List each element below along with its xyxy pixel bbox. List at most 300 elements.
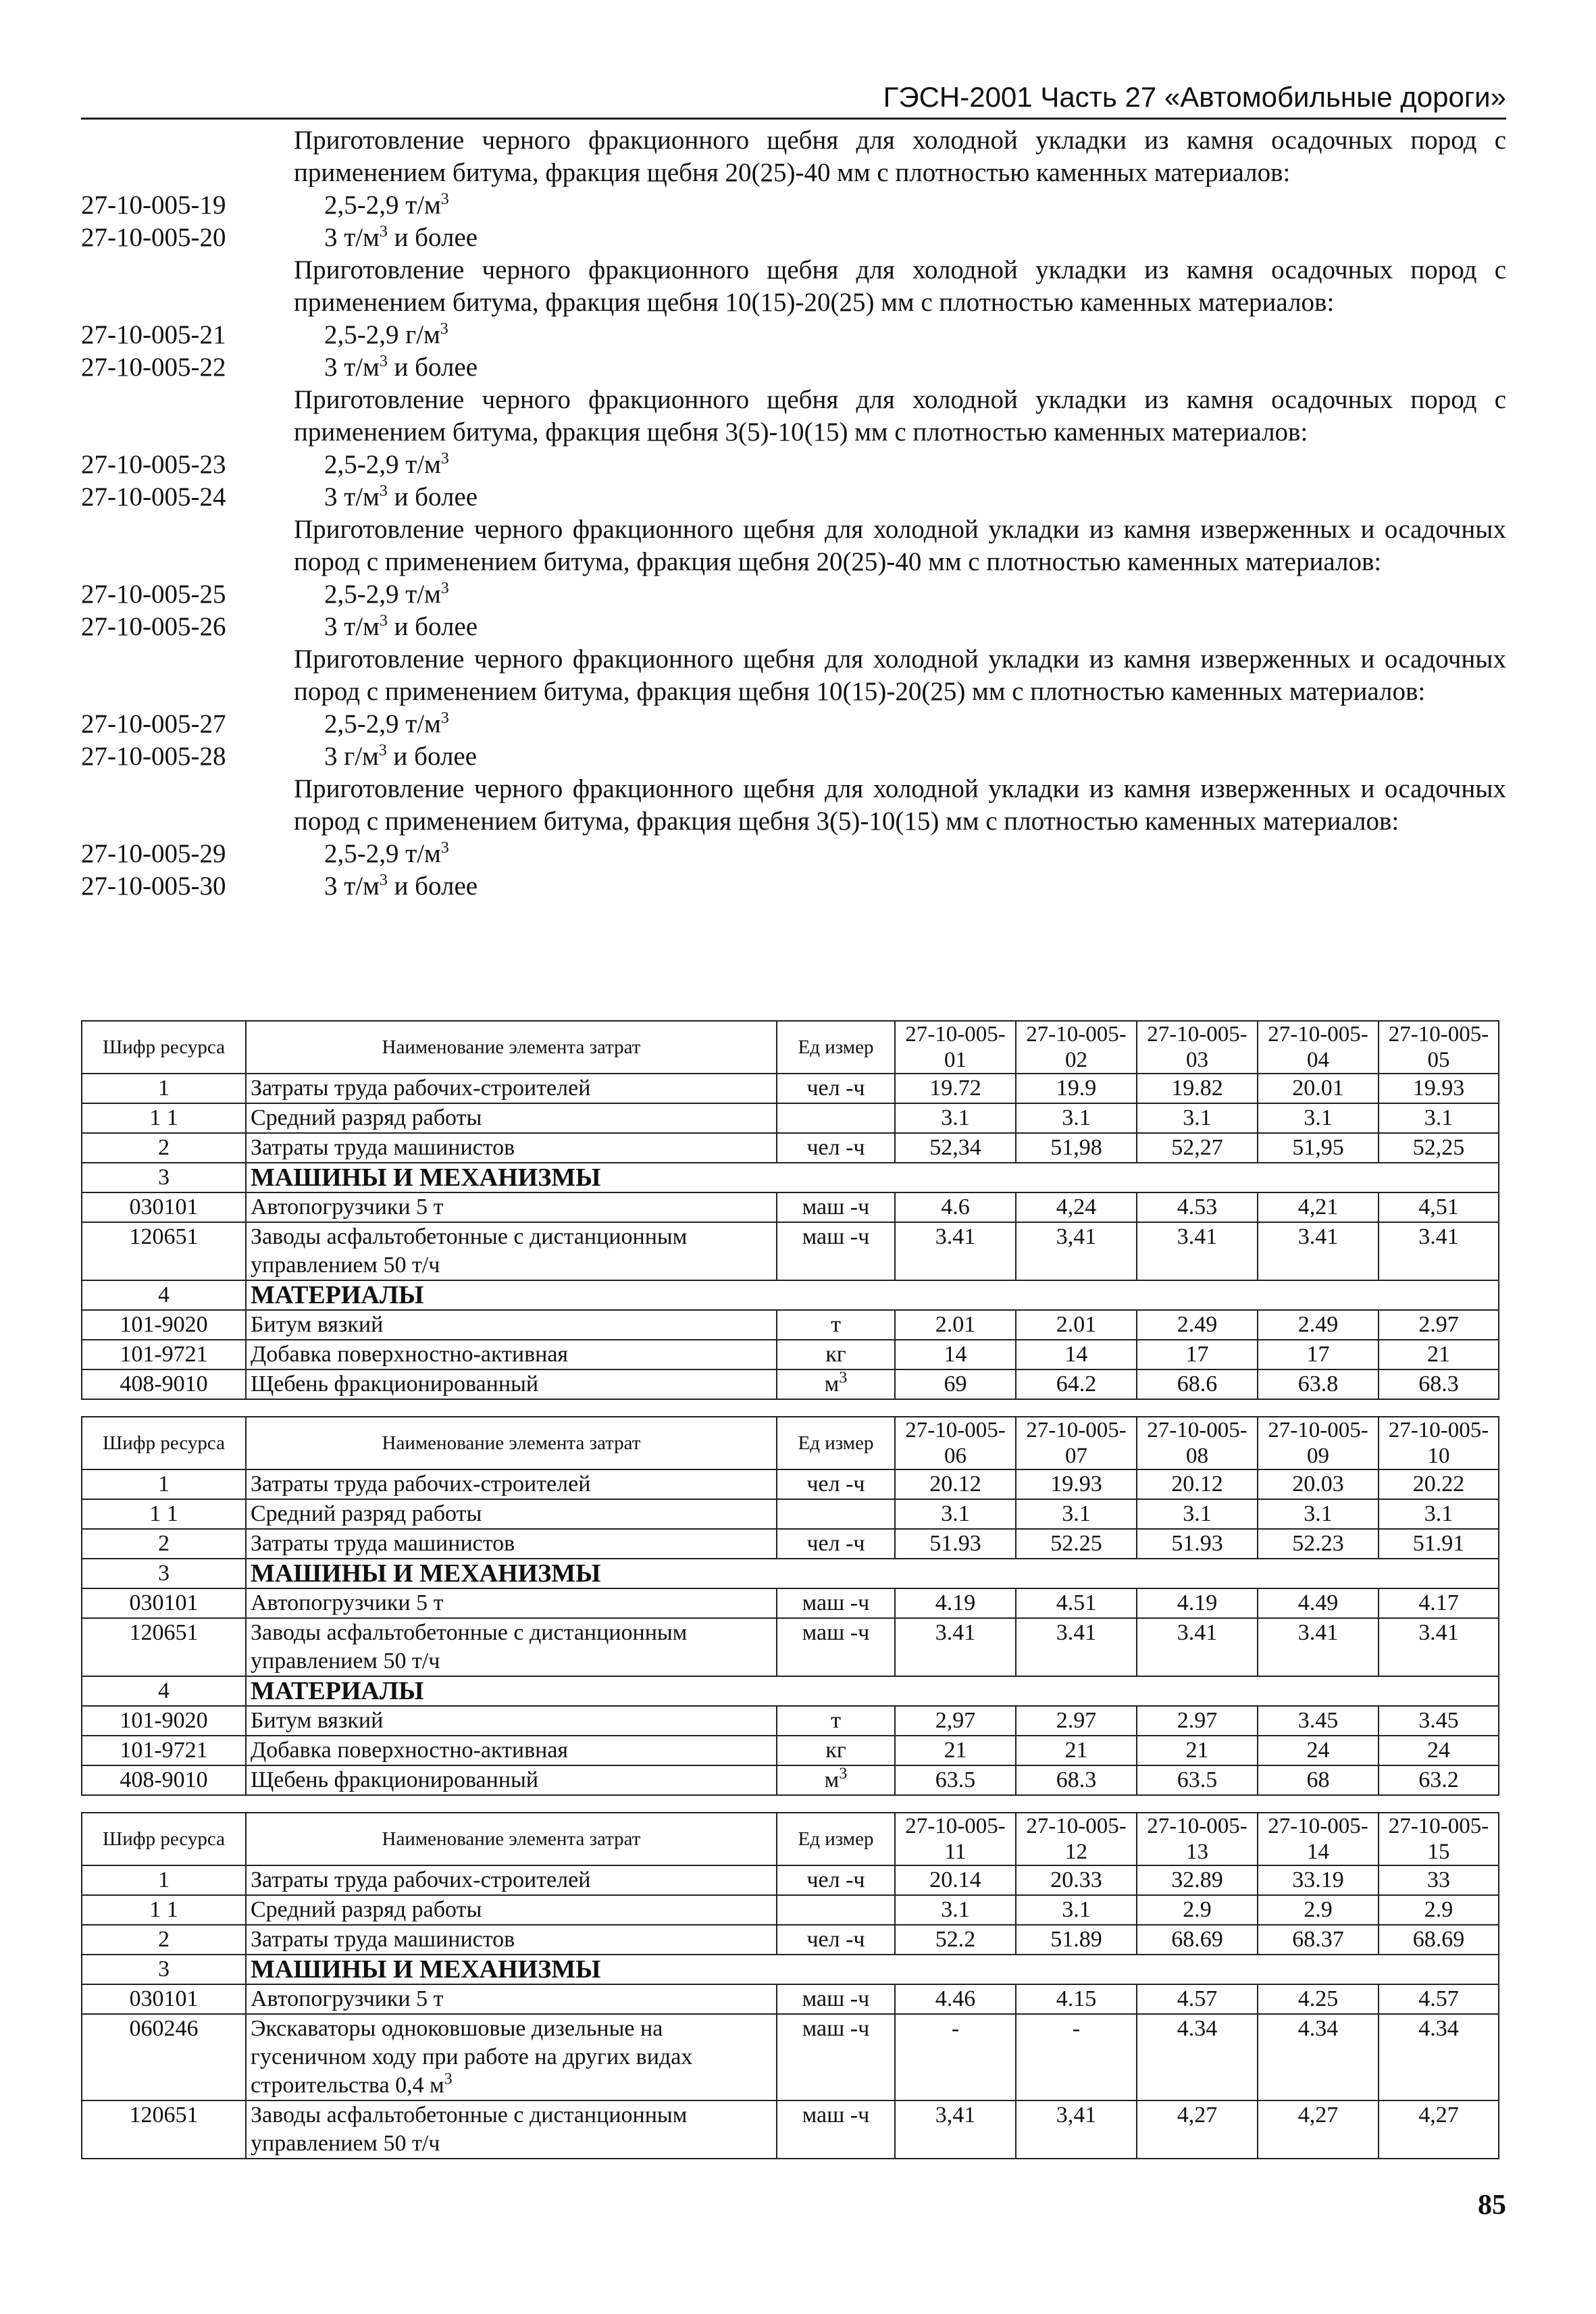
element-name bbox=[246, 1469, 777, 1499]
element-unit bbox=[777, 2101, 895, 2159]
element-name bbox=[246, 2101, 777, 2159]
norm-value-cell: 68.37 bbox=[1258, 1925, 1379, 1955]
norm-value-cell: 4,51 bbox=[1379, 1192, 1499, 1222]
norm-value-cell: 4.15 bbox=[1016, 1984, 1137, 2014]
element-unit bbox=[777, 1529, 895, 1559]
element-name bbox=[246, 1588, 777, 1618]
norm-value-exponent: 3 bbox=[379, 612, 388, 630]
norm-value-cell: 4,27 bbox=[1379, 2101, 1499, 2159]
norm-value-cell: 68.69 bbox=[1379, 1925, 1499, 1955]
norm-code: 27-10-005-30 bbox=[81, 872, 226, 901]
element-name bbox=[246, 1984, 777, 2014]
element-unit-text: т bbox=[831, 1312, 841, 1337]
norm-value-cell: 3.1 bbox=[1379, 1103, 1499, 1133]
norm-value-cell: 19.9 bbox=[1016, 1074, 1137, 1103]
header-title: ГЭСН-2001 Часть 27 «Автомобильные дороги» bbox=[883, 81, 1506, 113]
norm-value-cell: 20.33 bbox=[1016, 1865, 1137, 1895]
element-unit-text: чел -ч bbox=[806, 1927, 865, 1952]
norm-value-cell: 17 bbox=[1258, 1340, 1379, 1369]
norm-value-tail: и более bbox=[387, 872, 478, 901]
element-name bbox=[246, 1222, 777, 1280]
norm-row bbox=[81, 578, 1506, 611]
norm-row bbox=[81, 611, 1506, 643]
element-name bbox=[246, 1865, 777, 1895]
norm-value-cell: 21 bbox=[1016, 1736, 1137, 1765]
norm-value-cell: 68 bbox=[1258, 1765, 1379, 1795]
norm-value-cell: 19.93 bbox=[1016, 1469, 1137, 1499]
resource-code: 030101 bbox=[82, 1984, 246, 2014]
element-unit bbox=[777, 1736, 895, 1765]
header-resource-code: Шифр ресурса bbox=[82, 1021, 246, 1074]
element-name-text: Экскаваторы одноковшовые дизельные на гусеничном ходу при работе на других видах строительства 0,4 м bbox=[251, 2016, 693, 2098]
table-header-row bbox=[82, 1021, 1499, 1074]
element-unit bbox=[777, 1765, 895, 1795]
norm-value-cell: 63.8 bbox=[1258, 1369, 1379, 1399]
norm-value bbox=[324, 740, 477, 773]
resource-code: 101-9020 bbox=[82, 1706, 246, 1736]
norm-value bbox=[324, 319, 448, 351]
norm-value-cell: 2,97 bbox=[895, 1706, 1016, 1736]
resource-code: 1 1 bbox=[82, 1499, 246, 1529]
norm-value-cell: 68.3 bbox=[1379, 1369, 1499, 1399]
element-unit bbox=[777, 1499, 895, 1529]
norm-value-text: 2,5-2,9 т/м bbox=[324, 191, 441, 220]
norm-value-cell: 2.97 bbox=[1016, 1706, 1137, 1736]
table-row bbox=[82, 1895, 1499, 1925]
norm-value-cell: 63.5 bbox=[895, 1765, 1016, 1795]
section-row bbox=[82, 1280, 1499, 1310]
header-norm-code: 27-10-005-14 bbox=[1258, 1813, 1379, 1865]
table-row bbox=[82, 1765, 1499, 1795]
header-norm-code: 27-10-005-02 bbox=[1016, 1021, 1137, 1074]
norm-value-cell: 24 bbox=[1258, 1736, 1379, 1765]
element-unit bbox=[777, 1222, 895, 1280]
element-unit-text: т bbox=[831, 1708, 841, 1733]
norm-code: 27-10-005-24 bbox=[81, 482, 226, 511]
table-row bbox=[82, 1369, 1499, 1399]
element-unit bbox=[777, 1925, 895, 1955]
norm-value-cell: 4.34 bbox=[1258, 2014, 1379, 2101]
resource-code: 2 bbox=[82, 1925, 246, 1955]
norm-group bbox=[81, 513, 1506, 643]
norm-value-cell: 51.89 bbox=[1016, 1925, 1137, 1955]
norm-value-exponent: 3 bbox=[379, 223, 388, 241]
element-name-text: Щебень фракционированный bbox=[251, 1372, 539, 1397]
table-row bbox=[82, 1499, 1499, 1529]
table-row bbox=[82, 1074, 1499, 1103]
norm-value-cell: 4.46 bbox=[895, 1984, 1016, 2014]
norm-value-cell: 3,41 bbox=[895, 2101, 1016, 2159]
header-resource-code: Шифр ресурса bbox=[82, 1813, 246, 1865]
resource-code: 1 bbox=[82, 1469, 246, 1499]
element-name-text: Добавка поверхностно-активная bbox=[251, 1738, 569, 1763]
norm-row bbox=[81, 449, 1506, 481]
element-unit-text: чел -ч bbox=[806, 1867, 865, 1892]
norm-value bbox=[324, 578, 449, 611]
element-unit-text: маш -ч bbox=[802, 1986, 870, 2011]
element-name-text: Битум вязкий bbox=[251, 1312, 384, 1337]
norm-value-cell: 4,24 bbox=[1016, 1192, 1137, 1222]
header-norm-code: 27-10-005-08 bbox=[1137, 1417, 1258, 1469]
table-row bbox=[82, 1984, 1499, 2014]
element-name-text: Затраты труда машинистов bbox=[251, 1927, 515, 1952]
norm-value-cell: 20.22 bbox=[1379, 1469, 1499, 1499]
table-row bbox=[82, 1103, 1499, 1133]
table-row bbox=[82, 1736, 1499, 1765]
element-name bbox=[246, 1133, 777, 1163]
norm-value-cell: 21 bbox=[1379, 1340, 1499, 1369]
norm-description: Приготовление черного фракционного щебня для холодной укладки из камня изверженных и осадочных пород с применением битума, фракция щебня 10(15)-20(25) мм с плотностью каменных материалов: bbox=[294, 645, 1506, 706]
norm-value-text: 3 т/м bbox=[324, 223, 380, 252]
norm-value-cell: 3.1 bbox=[1016, 1103, 1137, 1133]
resource-code: 060246 bbox=[82, 2014, 246, 2101]
norm-value-cell: 68.69 bbox=[1137, 1925, 1258, 1955]
element-unit bbox=[777, 1895, 895, 1925]
header-norm-code: 27-10-005-15 bbox=[1379, 1813, 1499, 1865]
norm-row bbox=[81, 189, 1506, 222]
table-row bbox=[82, 1529, 1499, 1559]
resource-code: 2 bbox=[82, 1133, 246, 1163]
norm-value-text: 2,5-2,9 т/м bbox=[324, 839, 441, 868]
resource-code: 3 bbox=[82, 1163, 246, 1192]
norm-value-cell: 2.01 bbox=[895, 1310, 1016, 1340]
norm-value-cell: 68.6 bbox=[1137, 1369, 1258, 1399]
header-norm-code: 27-10-005-10 bbox=[1379, 1417, 1499, 1469]
element-unit-text: маш -ч bbox=[802, 1194, 870, 1219]
element-name-text: Заводы асфальтобетонные с дистанционным управлением 50 т/ч bbox=[251, 1620, 688, 1674]
element-unit-text: маш -ч bbox=[802, 2016, 870, 2041]
element-unit-text: маш -ч bbox=[802, 1590, 870, 1615]
norm-value-exponent: 3 bbox=[440, 191, 449, 208]
norm-value-cell: 24 bbox=[1379, 1736, 1499, 1765]
norm-value-tail: и более bbox=[387, 353, 478, 382]
header-norm-code: 27-10-005-13 bbox=[1137, 1813, 1258, 1865]
norm-value-cell: 14 bbox=[1016, 1340, 1137, 1369]
element-unit-text: маш -ч bbox=[802, 1620, 870, 1645]
norm-value-cell: 3.1 bbox=[1379, 1499, 1499, 1529]
header-norm-code: 27-10-005-12 bbox=[1016, 1813, 1137, 1865]
header-resource-code: Шифр ресурса bbox=[82, 1417, 246, 1469]
norm-value-cell: 2.97 bbox=[1137, 1706, 1258, 1736]
norm-value-cell: 14 bbox=[895, 1340, 1016, 1369]
section-row bbox=[82, 1163, 1499, 1192]
element-unit bbox=[777, 1706, 895, 1736]
norm-code: 27-10-005-29 bbox=[81, 839, 226, 868]
norm-value-cell: 20.12 bbox=[1137, 1469, 1258, 1499]
norm-value-cell: 52,25 bbox=[1379, 1133, 1499, 1163]
header-element-name: Наименование элемента затрат bbox=[246, 1417, 777, 1469]
norm-value-cell: 3.1 bbox=[895, 1499, 1016, 1529]
section-title: МАШИНЫ И МЕХАНИЗМЫ bbox=[246, 1559, 1499, 1588]
norm-value-cell: 3.1 bbox=[1016, 1499, 1137, 1529]
norm-value-cell: 3.41 bbox=[1258, 1618, 1379, 1676]
norm-code: 27-10-005-25 bbox=[81, 580, 226, 609]
norm-row bbox=[81, 708, 1506, 740]
norm-value-cell: 4.51 bbox=[1016, 1588, 1137, 1618]
table-row bbox=[82, 1706, 1499, 1736]
element-unit-text: чел -ч bbox=[806, 1531, 865, 1556]
norm-value-cell: 3.1 bbox=[1137, 1499, 1258, 1529]
norm-description: Приготовление черного фракционного щебня для холодной укладки из камня изверженных и осадочных пород с применением битума, фракция щебня 3(5)-10(15) мм с плотностью каменных материалов: bbox=[294, 774, 1506, 836]
norm-value-cell: 19.93 bbox=[1379, 1074, 1499, 1103]
norm-value-cell: 3.41 bbox=[895, 1618, 1016, 1676]
table-row bbox=[82, 2014, 1499, 2101]
section-title: МАШИНЫ И МЕХАНИЗМЫ bbox=[246, 1955, 1499, 1984]
table-row bbox=[82, 1618, 1499, 1676]
norm-row bbox=[81, 838, 1506, 870]
section-title: МАТЕРИАЛЫ bbox=[246, 1676, 1499, 1706]
norm-row bbox=[81, 870, 1506, 903]
norm-value-text: 2,5-2,9 г/м bbox=[324, 320, 440, 349]
resource-code: 120651 bbox=[82, 1222, 246, 1280]
norm-value bbox=[324, 189, 449, 222]
header-norm-code: 27-10-005-05 bbox=[1379, 1021, 1499, 1074]
resource-code: 2 bbox=[82, 1529, 246, 1559]
norm-value-tail: и более bbox=[387, 482, 478, 511]
element-name-exponent: 3 bbox=[444, 2070, 453, 2088]
header-unit: Ед измер bbox=[777, 1417, 895, 1469]
page-number: 85 bbox=[1478, 2190, 1506, 2221]
norm-group bbox=[81, 643, 1506, 773]
element-unit-exponent: 3 bbox=[839, 1369, 848, 1387]
norm-value-cell: 51.91 bbox=[1379, 1529, 1499, 1559]
norm-value-cell: 20.14 bbox=[895, 1865, 1016, 1895]
element-name bbox=[246, 1340, 777, 1369]
norm-value-text: 3 т/м bbox=[324, 482, 380, 511]
norm-value-cell: 2.97 bbox=[1379, 1310, 1499, 1340]
element-name-text: Заводы асфальтобетонные с дистанционным управлением 50 т/ч bbox=[251, 1224, 688, 1278]
table-row bbox=[82, 1192, 1499, 1222]
norm-value-cell: 19.72 bbox=[895, 1074, 1016, 1103]
norm-row bbox=[81, 481, 1506, 513]
element-unit bbox=[777, 1618, 895, 1676]
element-name bbox=[246, 1529, 777, 1559]
norm-value-cell: 4.34 bbox=[1379, 2014, 1499, 2101]
norm-value-cell: 4.57 bbox=[1379, 1984, 1499, 2014]
element-name-text: Затраты труда рабочих-строителей bbox=[251, 1076, 591, 1101]
norm-value-cell: 3.41 bbox=[895, 1222, 1016, 1280]
element-unit-text: кг bbox=[825, 1342, 846, 1367]
norm-value-cell: 3,41 bbox=[1016, 1222, 1137, 1280]
element-name-text: Заводы асфальтобетонные с дистанционным управлением 50 т/ч bbox=[251, 2103, 688, 2156]
norm-value-exponent: 3 bbox=[440, 320, 448, 338]
element-unit bbox=[777, 1103, 895, 1133]
norm-value-cell: 3.1 bbox=[1258, 1499, 1379, 1529]
table-row bbox=[82, 1340, 1499, 1369]
resource-code: 030101 bbox=[82, 1588, 246, 1618]
norm-value bbox=[324, 838, 449, 870]
resource-table-2 bbox=[81, 1416, 1499, 1796]
page-header bbox=[81, 76, 1506, 120]
resource-table-3 bbox=[81, 1812, 1499, 2159]
norm-value-cell: 4.57 bbox=[1137, 1984, 1258, 2014]
norm-value-exponent: 3 bbox=[440, 839, 449, 857]
norm-value-exponent: 3 bbox=[440, 450, 449, 468]
element-name bbox=[246, 1369, 777, 1399]
element-unit-text: м bbox=[824, 1767, 840, 1792]
element-name bbox=[246, 1736, 777, 1765]
element-unit bbox=[777, 2014, 895, 2101]
norm-group bbox=[81, 254, 1506, 384]
norm-description: Приготовление черного фракционного щебня для холодной укладки из камня изверженных и осадочных пород с применением битума, фракция щебня 20(25)-40 мм с плотностью каменных материалов: bbox=[294, 515, 1506, 576]
norm-value-cell: 33.19 bbox=[1258, 1865, 1379, 1895]
resource-code: 1 1 bbox=[82, 1895, 246, 1925]
element-name bbox=[246, 1895, 777, 1925]
norm-description: Приготовление черного фракционного щебня для холодной укладки из камня осадочных пород с применением битума, фракция щебня 3(5)-10(15) мм с плотностью каменных материалов: bbox=[294, 385, 1506, 447]
norm-description: Приготовление черного фракционного щебня для холодной укладки из камня осадочных пород с применением битума, фракция щебня 10(15)-20(25) мм с плотностью каменных материалов: bbox=[294, 255, 1506, 317]
header-norm-code: 27-10-005-11 bbox=[895, 1813, 1016, 1865]
norm-code: 27-10-005-26 bbox=[81, 612, 226, 641]
norm-value-exponent: 3 bbox=[440, 580, 449, 597]
element-name bbox=[246, 1103, 777, 1133]
norm-group bbox=[81, 773, 1506, 903]
section-row bbox=[82, 1559, 1499, 1588]
resource-table-1 bbox=[81, 1020, 1499, 1400]
norm-value-exponent: 3 bbox=[378, 742, 387, 759]
norm-value-cell: 4.49 bbox=[1258, 1588, 1379, 1618]
header-norm-code: 27-10-005-09 bbox=[1258, 1417, 1379, 1469]
table-row bbox=[82, 1865, 1499, 1895]
norm-value bbox=[324, 611, 478, 643]
norm-value-cell: 4.25 bbox=[1258, 1984, 1379, 2014]
resource-code: 4 bbox=[82, 1280, 246, 1310]
norm-group bbox=[81, 384, 1506, 513]
norm-value-cell: 64.2 bbox=[1016, 1369, 1137, 1399]
element-unit bbox=[777, 1310, 895, 1340]
norm-value-cell: 52,34 bbox=[895, 1133, 1016, 1163]
element-name bbox=[246, 2014, 777, 2101]
norm-value-cell: 20.12 bbox=[895, 1469, 1016, 1499]
norm-value bbox=[324, 481, 478, 513]
norm-value-cell: 3.1 bbox=[895, 1895, 1016, 1925]
element-unit-exponent: 3 bbox=[839, 1765, 848, 1783]
norm-code: 27-10-005-19 bbox=[81, 191, 226, 220]
norm-value-cell: 4.19 bbox=[1137, 1588, 1258, 1618]
element-unit bbox=[777, 1588, 895, 1618]
norm-value-exponent: 3 bbox=[379, 353, 388, 370]
section-row bbox=[82, 1955, 1499, 1984]
element-name-text: Автопогрузчики 5 т bbox=[251, 1194, 444, 1219]
resource-code: 4 bbox=[82, 1676, 246, 1706]
header-norm-code: 27-10-005-04 bbox=[1258, 1021, 1379, 1074]
norm-value-cell: 3.45 bbox=[1258, 1706, 1379, 1736]
norm-value-exponent: 3 bbox=[440, 709, 449, 727]
element-unit-text: чел -ч bbox=[806, 1472, 865, 1496]
element-name-text: Средний разряд работы bbox=[251, 1501, 482, 1526]
norm-value-cell: 4,27 bbox=[1137, 2101, 1258, 2159]
resource-code: 101-9020 bbox=[82, 1310, 246, 1340]
norm-value-cell: 68.3 bbox=[1016, 1765, 1137, 1795]
norm-value-cell: 51.93 bbox=[895, 1529, 1016, 1559]
norm-value-cell: 20.03 bbox=[1258, 1469, 1379, 1499]
norm-group bbox=[81, 124, 1506, 254]
norm-value-cell: 2.49 bbox=[1137, 1310, 1258, 1340]
element-unit bbox=[777, 1369, 895, 1399]
norm-value-cell: 4,21 bbox=[1258, 1192, 1379, 1222]
norm-value-exponent: 3 bbox=[379, 482, 388, 500]
norm-code: 27-10-005-27 bbox=[81, 709, 226, 738]
header-element-name: Наименование элемента затрат bbox=[246, 1021, 777, 1074]
norm-value-cell: 63.5 bbox=[1137, 1765, 1258, 1795]
norm-row bbox=[81, 740, 1506, 773]
resource-code: 101-9721 bbox=[82, 1340, 246, 1369]
table-header-row bbox=[82, 1813, 1499, 1865]
norm-value-cell: 4.34 bbox=[1137, 2014, 1258, 2101]
norm-code: 27-10-005-22 bbox=[81, 353, 226, 382]
norm-value bbox=[324, 870, 478, 903]
norm-value-cell: 17 bbox=[1137, 1340, 1258, 1369]
element-unit bbox=[777, 1469, 895, 1499]
norm-value-cell: 21 bbox=[895, 1736, 1016, 1765]
norm-value-tail: и более bbox=[387, 223, 478, 252]
element-name-text: Щебень фракционированный bbox=[251, 1767, 539, 1792]
element-unit bbox=[777, 1192, 895, 1222]
norm-value-cell: 4,27 bbox=[1258, 2101, 1379, 2159]
header-norm-code: 27-10-005-01 bbox=[895, 1021, 1016, 1074]
element-name-text: Затраты труда рабочих-строителей bbox=[251, 1867, 591, 1892]
element-name-text: Средний разряд работы bbox=[251, 1897, 482, 1922]
norm-value-cell: 3,41 bbox=[1016, 2101, 1137, 2159]
norm-value-cell: 21 bbox=[1137, 1736, 1258, 1765]
table-row bbox=[82, 2101, 1499, 2159]
section-row bbox=[82, 1676, 1499, 1706]
norm-value-tail: и более bbox=[387, 612, 478, 641]
norm-value-cell: 52.25 bbox=[1016, 1529, 1137, 1559]
norm-value bbox=[324, 222, 478, 254]
resource-code: 1 bbox=[82, 1865, 246, 1895]
resource-code: 1 bbox=[82, 1074, 246, 1103]
element-unit-text: чел -ч bbox=[806, 1076, 865, 1101]
norm-value-cell: 2.49 bbox=[1258, 1310, 1379, 1340]
norm-value-cell: 19.82 bbox=[1137, 1074, 1258, 1103]
header-norm-code: 27-10-005-06 bbox=[895, 1417, 1016, 1469]
norm-value-cell: 3.41 bbox=[1137, 1222, 1258, 1280]
norm-value-cell: 3.1 bbox=[1016, 1895, 1137, 1925]
norm-value-cell: 4.53 bbox=[1137, 1192, 1258, 1222]
resource-code: 3 bbox=[82, 1559, 246, 1588]
element-name bbox=[246, 1765, 777, 1795]
element-name-text: Затраты труда машинистов bbox=[251, 1135, 515, 1160]
norm-value bbox=[324, 449, 449, 481]
norm-value-cell: 51,98 bbox=[1016, 1133, 1137, 1163]
header-unit: Ед измер bbox=[777, 1813, 895, 1865]
norm-value-cell: 52.2 bbox=[895, 1925, 1016, 1955]
table-row bbox=[82, 1222, 1499, 1280]
element-name-text: Средний разряд работы bbox=[251, 1105, 482, 1130]
resource-code: 1 1 bbox=[82, 1103, 246, 1133]
norm-value bbox=[324, 351, 478, 384]
norm-value-cell: 3.45 bbox=[1379, 1706, 1499, 1736]
norm-value-cell: 2.01 bbox=[1016, 1310, 1137, 1340]
norm-value-cell: 4.6 bbox=[895, 1192, 1016, 1222]
norm-value-tail: и более bbox=[386, 742, 478, 771]
element-unit-text: м bbox=[824, 1372, 840, 1397]
header-norm-code: 27-10-005-03 bbox=[1137, 1021, 1258, 1074]
norm-code: 27-10-005-20 bbox=[81, 223, 226, 252]
resource-code: 101-9721 bbox=[82, 1736, 246, 1765]
norm-value-cell: 4.19 bbox=[895, 1588, 1016, 1618]
norm-value-cell: 52,27 bbox=[1137, 1133, 1258, 1163]
element-name-text: Битум вязкий bbox=[251, 1708, 384, 1733]
norm-value-text: 3 т/м bbox=[324, 872, 380, 901]
table-header-row bbox=[82, 1417, 1499, 1469]
element-name-text: Автопогрузчики 5 т bbox=[251, 1986, 444, 2011]
norm-value-cell: 3.1 bbox=[1137, 1103, 1258, 1133]
table-row bbox=[82, 1469, 1499, 1499]
norm-row bbox=[81, 351, 1506, 384]
norm-entries bbox=[81, 124, 1506, 903]
norm-value-cell: 32.89 bbox=[1137, 1865, 1258, 1895]
